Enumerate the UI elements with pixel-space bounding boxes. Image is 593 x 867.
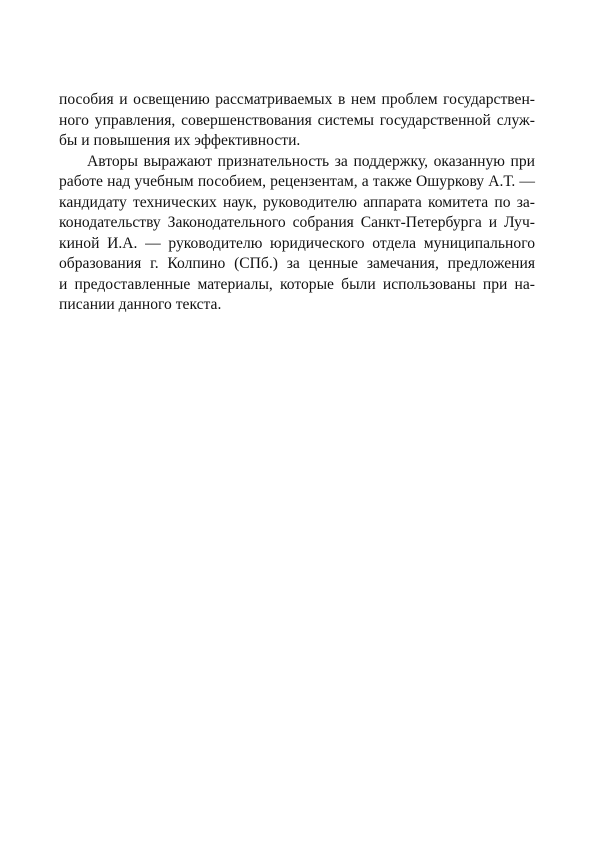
text-line: и предоставленные материалы, которые были использованы при на-	[59, 275, 535, 293]
text-line: бы и повышения их эффективности.	[59, 132, 301, 149]
text-line: ного управления, совершенствования системы государственной служ-	[59, 111, 535, 129]
body-text	[59, 90, 535, 316]
text-line: писании данного текста.	[59, 296, 222, 313]
text-line: образования г. Колпино (СПб.) за ценные замечания, предложения	[59, 255, 535, 272]
text-line: Авторы выражают признательность за поддержку, оказанную при	[87, 152, 535, 170]
paragraph-1	[59, 90, 535, 152]
text-line: кандидату технических наук, руководителю аппарата комитета по за-	[59, 193, 535, 211]
paragraph-2	[59, 152, 535, 316]
text-line: работе над учебным пособием, рецензентам, а также Ошуркову А.Т. —	[59, 173, 535, 190]
text-line: пособия и освещению рассматриваемых в нем проблем государствен-	[59, 91, 535, 108]
text-line: конодательству Законодательного собрания Санкт-Петербурга и Луч-	[59, 214, 535, 231]
text-line: киной И.А. — руководителю юридического отдела муниципального	[59, 234, 535, 252]
